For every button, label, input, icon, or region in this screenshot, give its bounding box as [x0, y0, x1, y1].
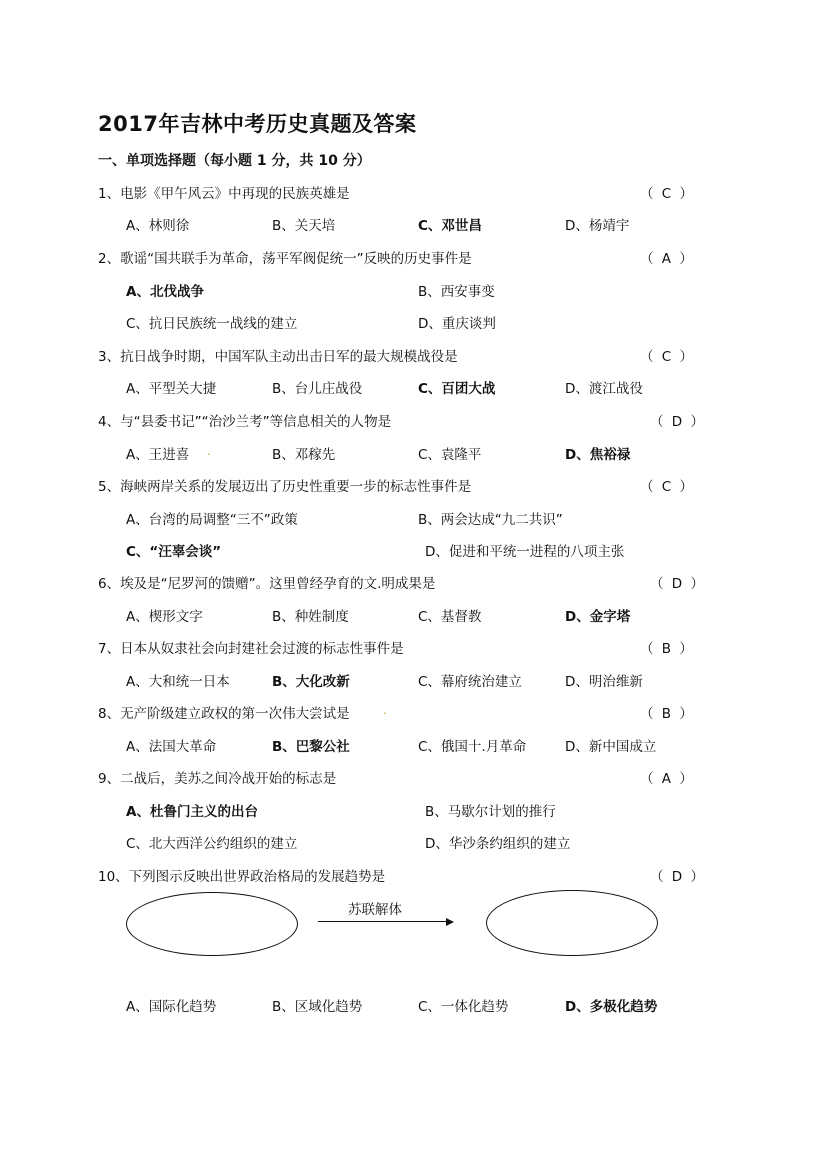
question-9-option-d: D、华沙条约组织的建立 — [425, 836, 571, 852]
question-1-option-b: B、关天培 — [272, 218, 336, 234]
question-9-option-b: B、马歇尔计划的推行 — [425, 804, 556, 820]
question-1-stem: 1、电影《甲午风云》中再现的民族英雄是 — [98, 186, 350, 202]
question-4-option-c: C、袁隆平 — [418, 447, 482, 463]
question-2-option-c: C、抗日民族统一战线的建立 — [126, 316, 298, 332]
question-5-option-c: C、“汪辜会谈” — [126, 544, 222, 560]
question-7-answer: （ B ） — [640, 641, 695, 657]
question-6-option-b: B、种姓制度 — [272, 609, 349, 625]
question-7-option-d: D、明治维新 — [565, 674, 643, 690]
question-3-option-d: D、渡江战役 — [565, 381, 643, 397]
question-7-stem: 7、日本从奴隶社会向封建社会过渡的标志性事件是 — [98, 641, 404, 657]
question-9-option-a: A、杜鲁门主义的出台 — [126, 804, 258, 820]
question-2-stem: 2、歌谣“国共联手为革命，荡平军阀促统一”反映的历史事件是 — [98, 251, 472, 267]
question-1-option-a: A、林则徐 — [126, 218, 190, 234]
question-4-stem: 4、与“县委书记”“治沙兰考”等信息相关的人物是 — [98, 414, 392, 430]
page-title: 2017年吉林中考历史真题及答案 — [98, 112, 417, 136]
question-3-option-a: A、平型关大捷 — [126, 381, 217, 397]
question-3-option-c: C、百团大战 — [418, 381, 496, 397]
question-2-option-d: D、重庆谈判 — [418, 316, 496, 332]
stray-mark: . — [383, 703, 387, 717]
question-5-answer: （ C ） — [640, 479, 696, 495]
question-3-stem: 3、抗日战争时期，中国军队主动出击日军的最大规模战役是 — [98, 349, 458, 365]
question-8-stem: 8、无产阶级建立政权的第一次伟大尝试是 — [98, 706, 350, 722]
question-6-option-d: D、金字塔 — [565, 609, 631, 625]
question-2-answer: （ A ） — [640, 251, 695, 267]
question-9-stem: 9、二战后，美苏之间冷战开始的标志是 — [98, 771, 337, 787]
question-4-answer: （ D ） — [650, 414, 706, 430]
question-8-option-c: C、俄国十.月革命 — [418, 739, 527, 755]
diagram-ellipse-after — [486, 890, 658, 956]
question-6-answer: （ D ） — [650, 576, 706, 592]
question-10-option-a: A、国际化趋势 — [126, 999, 217, 1015]
question-10-option-b: B、区域化趋势 — [272, 999, 363, 1015]
question-1-option-c: C、邓世昌 — [418, 218, 482, 234]
question-2-option-a: A、北伐战争 — [126, 284, 204, 300]
question-5-option-b: B、两会达成“九二共识” — [418, 512, 563, 528]
diagram-arrow-head — [446, 918, 454, 926]
question-5-option-d: D、促进和平统一进程的八项主张 — [425, 544, 625, 560]
question-7-option-a: A、大和统一日本 — [126, 674, 230, 690]
diagram-arrow-label: 苏联解体 — [348, 902, 402, 918]
question-10-stem: 10、下列图示反映出世界政治格局的发展趋势是 — [98, 869, 386, 885]
question-4-option-b: B、邓稼先 — [272, 447, 336, 463]
stray-mark: . — [207, 444, 211, 458]
question-8-option-d: D、新中国成立 — [565, 739, 657, 755]
question-5-option-a: A、台湾的局调整“三不”政策 — [126, 512, 298, 528]
question-10-option-d: D、多极化趋势 — [565, 999, 658, 1015]
section-title: 一、单项选择题（每小题 1 分，共 10 分） — [98, 153, 371, 169]
question-9-option-c: C、北大西洋公约组织的建立 — [126, 836, 298, 852]
diagram-arrow-line — [318, 921, 446, 922]
question-8-option-a: A、法国大革命 — [126, 739, 217, 755]
question-1-option-d: D、杨靖宇 — [565, 218, 630, 234]
question-4-option-d: D、焦裕禄 — [565, 447, 631, 463]
question-10-option-c: C、一体化趋势 — [418, 999, 509, 1015]
question-6-option-c: C、基督教 — [418, 609, 482, 625]
question-5-stem: 5、海峡两岸关系的发展迈出了历史性重要一步的标志性事件是 — [98, 479, 472, 495]
question-7-option-c: C、幕府统治建立 — [418, 674, 522, 690]
diagram-ellipse-before — [126, 892, 298, 956]
question-8-answer: （ B ） — [640, 706, 695, 722]
question-9-answer: （ A ） — [640, 771, 695, 787]
question-1-answer: （ C ） — [640, 186, 696, 202]
question-8-option-b: B、巴黎公社 — [272, 739, 350, 755]
question-2-option-b: B、西安事变 — [418, 284, 495, 300]
question-4-option-a: A、王进喜 — [126, 447, 190, 463]
question-7-option-b: B、大化改新 — [272, 674, 350, 690]
question-3-answer: （ C ） — [640, 349, 696, 365]
question-6-stem: 6、埃及是“尼罗河的馈赠”。这里曾经孕育的文.明成果是 — [98, 576, 436, 592]
question-6-option-a: A、楔形文字 — [126, 609, 203, 625]
question-10-answer: （ D ） — [650, 869, 706, 885]
question-3-option-b: B、台儿庄战役 — [272, 381, 363, 397]
